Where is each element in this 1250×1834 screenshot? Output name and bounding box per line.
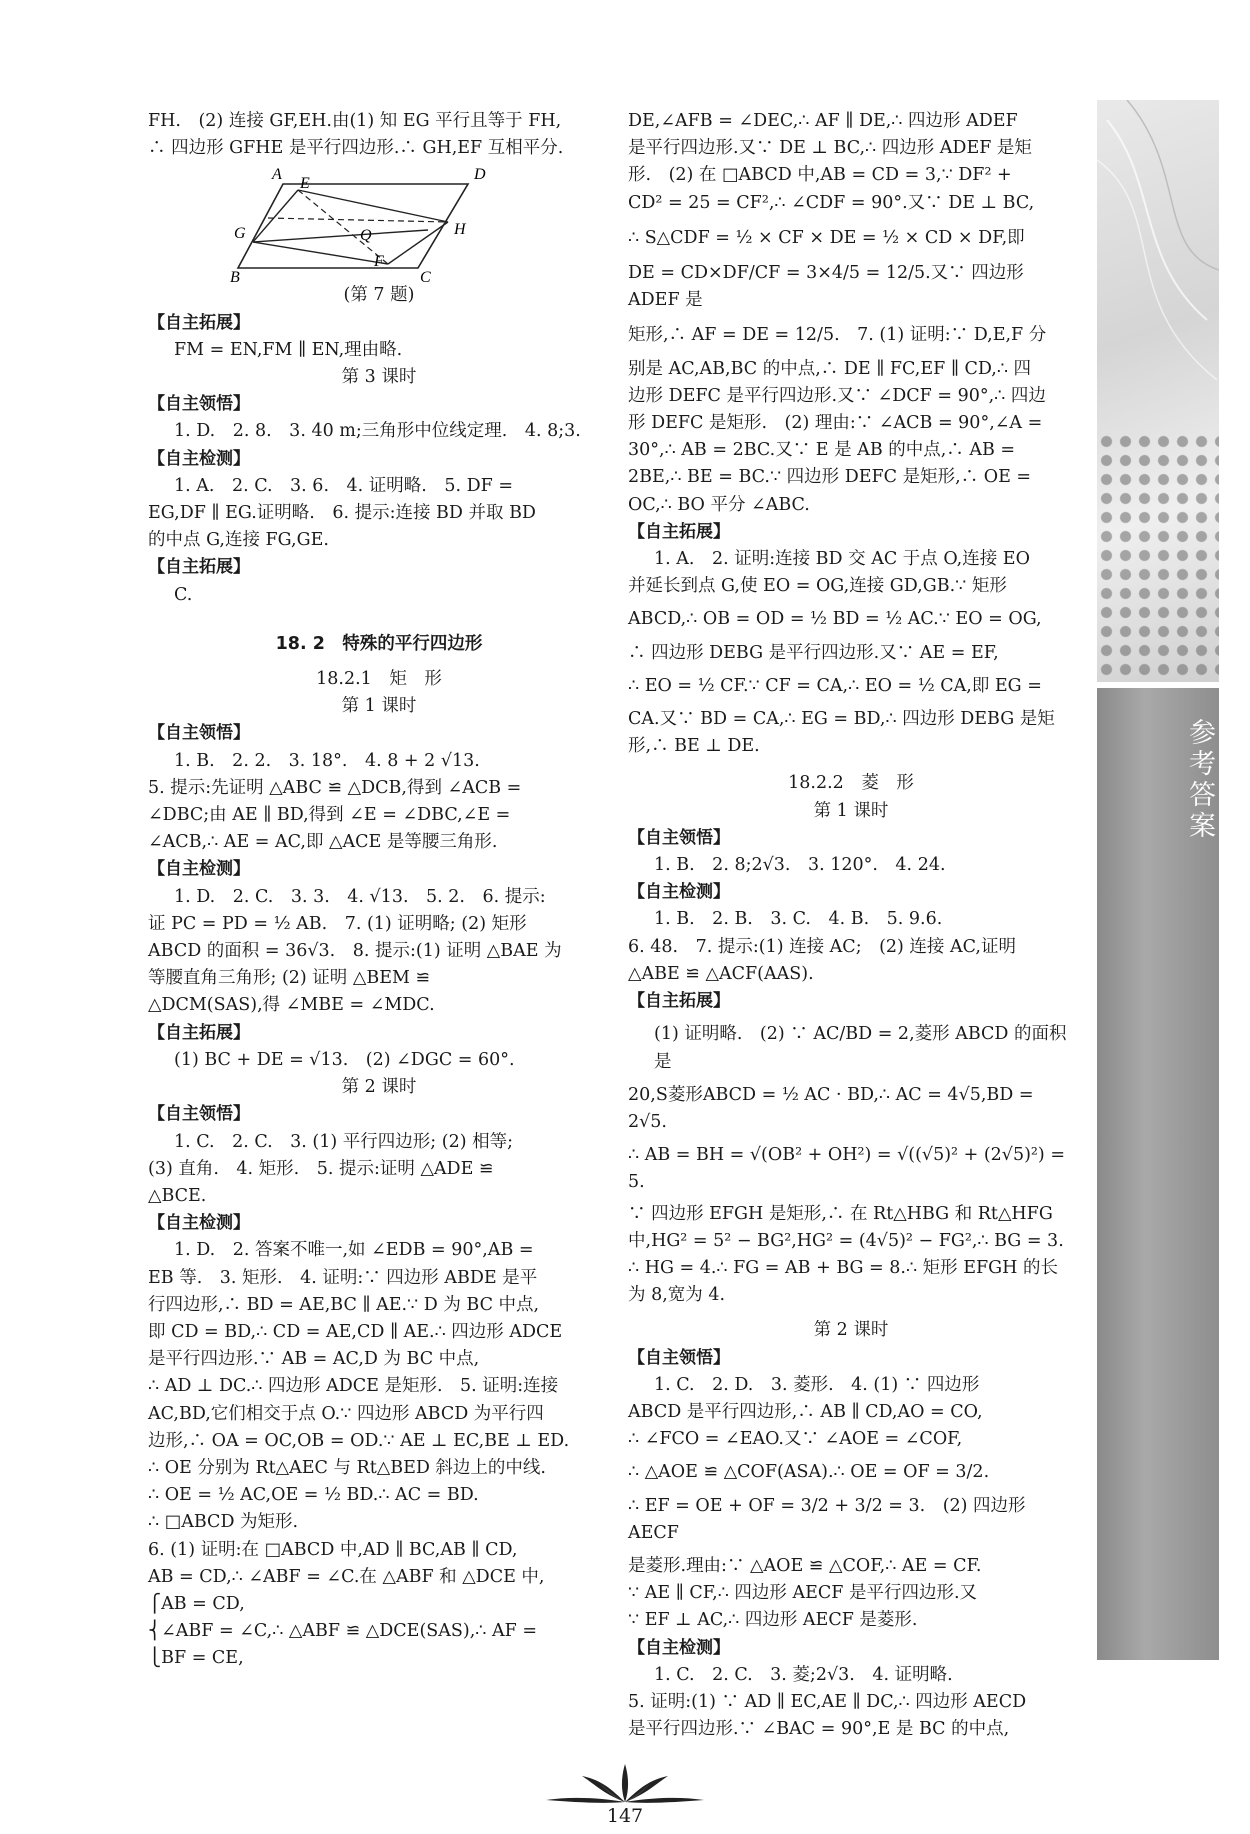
sidebar-label: 参考答案 <box>1184 718 1215 842</box>
answer-line: DE,∠AFB = ∠DEC,∴ AF ∥ DE,∴ 四边形 ADEF <box>628 111 1018 131</box>
swirl-decoration <box>1097 100 1219 440</box>
answer-line: CA.又∵ BD = CA,∴ EG = BD,∴ 四边形 DEBG 是矩 <box>628 709 1055 730</box>
answer-line: ∠DBC;由 AE ∥ BD,得到 ∠E = ∠DBC,∠E = <box>148 805 511 826</box>
answer-line: ∵ EF ⊥ AC,∴ 四边形 AECF 是菱形. <box>628 1610 918 1631</box>
dot-pattern <box>1097 432 1219 682</box>
answer-line: AC,BD,它们相交于点 O.∵ 四边形 ABCD 为平行四 <box>148 1403 544 1424</box>
lesson-title: 第 2 课时 <box>813 1320 889 1341</box>
answer-line: 的中点 G,连接 FG,GE. <box>148 530 329 551</box>
answer-line: EB 等. 3. 矩形. 4. 证明:∵ 四边形 ABDE 是平 <box>148 1267 538 1288</box>
section-heading: 【自主检测】 <box>148 859 250 880</box>
answer-line: 是菱形.理由:∵ △AOE ≌ △COF,∴ AE = CF. <box>628 1555 982 1576</box>
answer-line: 1. B. 2. 8;2√3. 3. 120°. 4. 24. <box>654 855 946 876</box>
answer-line: 6. (1) 证明:在 □ABCD 中,AD ∥ BC,AB ∥ CD, <box>148 1539 518 1560</box>
figure-label: C <box>420 269 431 283</box>
answer-line: 1. C. 2. D. 3. 菱形. 4. (1) ∵ 四边形 <box>654 1374 980 1395</box>
answer-line: ABCD,∴ OB = OD = ½ BD = ½ AC.∵ EO = OG, <box>628 609 1042 630</box>
answer-line: △BCE. <box>148 1185 207 1206</box>
answer-line: 别是 AC,AB,BC 的中点,∴ DE ∥ FC,EF ∥ CD,∴ 四 <box>628 358 1032 379</box>
answer-line: 形,∴ BE ⊥ DE. <box>628 736 760 757</box>
answer-line: 为 8,宽为 4. <box>628 1285 726 1306</box>
answer-line: 5. 证明:(1) ∵ AD ∥ EC,AE ∥ DC,∴ 四边形 AECD <box>628 1691 1027 1712</box>
answer-line: △DCM(SAS),得 ∠MBE = ∠MDC. <box>148 995 435 1016</box>
section-heading: 【自主领悟】 <box>628 1347 730 1368</box>
answer-line: 30°,∴ AB = 2BC.又∵ E 是 AB 的中点,∴ AB = <box>628 440 1016 461</box>
answer-line: 1. B. 2. B. 3. C. 4. B. 5. 9.6. <box>654 909 943 930</box>
section-heading: 【自主检测】 <box>628 1637 730 1658</box>
lesson-title: 第 1 课时 <box>813 800 889 821</box>
section-heading: 【自主拓展】 <box>628 521 730 542</box>
leaf-ornament-icon <box>542 1762 708 1806</box>
answer-line: ∴ AB = BH = √(OB² + OH²) = √((√5)² + (2√5)²) = 5. <box>628 1145 1065 1193</box>
section-heading: 【自主检测】 <box>628 882 730 903</box>
answer-line: AB = CD,∴ ∠ABF = ∠C.在 △ABF 和 △DCE 中, <box>148 1566 545 1587</box>
answer-line: 1. B. 2. 2. 3. 18°. 4. 8 + 2 √13. <box>174 750 480 771</box>
answer-line: FH. (2) 连接 GF,EH.由(1) 知 EG 平行且等于 FH, <box>148 111 562 131</box>
section-heading: 【自主领悟】 <box>148 723 250 744</box>
answer-line: 是平行四边形.又∵ DE ⊥ BC,∴ 四边形 ADEF 是矩 <box>628 138 1032 159</box>
subsection-title: 18.2.1 矩 形 <box>316 669 442 690</box>
answer-line: ABCD 是平行四边形,∴ AB ∥ CD,AO = CO, <box>628 1401 983 1422</box>
answer-line: ∴ ∠FCO = ∠EAO.又∵ ∠AOE = ∠COF, <box>628 1429 963 1450</box>
answer-line: (3) 直角. 4. 矩形. 5. 提示:证明 △ADE ≌ <box>148 1158 494 1179</box>
lesson-title: 第 3 课时 <box>341 367 417 388</box>
answer-line: EG,DF ∥ EG.证明略. 6. 提示:连接 BD 并取 BD <box>148 503 536 524</box>
answer-line: OC,∴ BO 平分 ∠ABC. <box>628 494 810 515</box>
section-heading: 【自主拓展】 <box>148 557 250 578</box>
sidebar-decoration <box>1097 100 1219 682</box>
figure-label: G <box>234 225 246 243</box>
answer-line: 是平行四边形.∵ ∠BAC = 90°,E 是 BC 的中点, <box>628 1719 1010 1740</box>
answer-line: 即 CD = BD,∴ CD = AE,CD ∥ AE.∴ 四边形 ADCE <box>148 1321 563 1342</box>
answer-line: CD² = 25 = CF²,∴ ∠CDF = 90°.又∵ DE ⊥ BC, <box>628 192 1035 213</box>
figure-label: F <box>374 253 384 271</box>
answer-line: 1. C. 2. C. 3. 菱;2√3. 4. 证明略. <box>654 1664 953 1685</box>
figure-label: H <box>454 221 466 239</box>
figure-label: A <box>272 166 282 184</box>
answer-line: 5. 提示:先证明 △ABC ≌ △DCB,得到 ∠ACB = <box>148 777 522 798</box>
chapter-title: 18. 2 特殊的平行四边形 <box>275 633 483 654</box>
answer-line: 1. D. 2. C. 3. 3. 4. √13. 5. 2. 6. 提示: <box>174 886 546 907</box>
right-column <box>628 108 1074 1743</box>
answer-line: (1) BC + DE = √13. (2) ∠DGC = 60°. <box>174 1049 515 1070</box>
answer-line: 并延长到点 G,使 EO = OG,连接 GD,GB.∵ 矩形 <box>628 576 1007 597</box>
section-heading: 【自主领悟】 <box>628 827 730 848</box>
answer-line: ABCD 的面积 = 36√3. 8. 提示:(1) 证明 △BAE 为 <box>148 941 562 962</box>
answer-line: FM = EN,FM ∥ EN,理由略. <box>174 339 403 360</box>
answer-line: 行四边形,∴ BD = AE,BC ∥ AE.∵ D 为 BC 中点, <box>148 1294 540 1315</box>
answer-line: 是平行四边形.∵ AB = AC,D 为 BC 中点, <box>148 1349 480 1370</box>
answer-line: 1. D. 2. 答案不唯一,如 ∠EDB = 90°,AB = <box>174 1240 534 1261</box>
answer-line: ∴ HG = 4.∴ FG = AB + BG = 8.∴ 矩形 EFGH 的长 <box>628 1257 1058 1278</box>
figure-label: Q <box>360 227 372 245</box>
answer-line: 6. 48. 7. 提示:(1) 连接 AC; (2) 连接 AC,证明 <box>628 936 1016 957</box>
answer-line: ∴ AD ⊥ DC.∴ 四边形 ADCE 是矩形. 5. 证明:连接 <box>148 1376 559 1397</box>
section-heading: 【自主拓展】 <box>148 1022 250 1043</box>
figure-label: D <box>474 166 486 184</box>
section-heading: 【自主领悟】 <box>148 394 250 415</box>
answer-line: 边形,∴ OA = OC,OB = OD.∵ AE ⊥ EC,BE ⊥ ED. <box>148 1430 570 1451</box>
section-heading: 【自主拓展】 <box>148 312 250 333</box>
answer-line: 形 DEFC 是矩形. (2) 理由:∵ ∠ACB = 90°,∠A = <box>628 413 1043 434</box>
answer-line: 边形 DEFC 是平行四边形.又∵ ∠DCF = 90°,∴ 四边 <box>628 385 1046 406</box>
answer-line: ⎧AB = CD, <box>148 1593 245 1614</box>
answer-line: ∴ EF = OE + OF = 3/2 + 3/2 = 3. (2) 四边形 AECF <box>628 1495 1026 1543</box>
section-heading: 【自主领悟】 <box>148 1104 250 1125</box>
answer-line: △ABE ≌ △ACF(AAS). <box>628 963 814 984</box>
answer-line: 1. A. 2. 证明:连接 BD 交 AC 于点 O,连接 EO <box>654 549 1030 570</box>
answer-line: ∴ EO = ½ CF.∵ CF = CA,∴ EO = ½ CA,即 EG = <box>628 675 1042 696</box>
answer-line: 矩形,∴ AF = DE = 12/5. 7. (1) 证明:∵ D,E,F 分 <box>628 325 1047 346</box>
answer-line: 1. C. 2. C. 3. (1) 平行四边形; (2) 相等; <box>174 1131 513 1152</box>
answer-line: ∴ OE = ½ AC,OE = ½ BD.∴ AC = BD. <box>148 1485 479 1506</box>
left-column <box>148 108 610 1673</box>
answer-line: ∠ACB,∴ AE = AC,即 △ACE 是等腰三角形. <box>148 832 498 853</box>
lesson-title: 第 2 课时 <box>341 1077 417 1098</box>
section-heading: 【自主检测】 <box>148 1213 250 1234</box>
answer-line: 1. A. 2. C. 3. 6. 4. 证明略. 5. DF = <box>174 475 513 496</box>
answer-line: ∴ △AOE ≌ △COF(ASA).∴ OE = OF = 3/2. <box>628 1462 990 1483</box>
lesson-title: 第 1 课时 <box>341 696 417 717</box>
section-heading: 【自主检测】 <box>148 448 250 469</box>
answer-line: ∴ OE 分别为 Rt△AEC 与 Rt△BED 斜边上的中线. <box>148 1457 546 1478</box>
answer-line: ∴ □ABCD 为矩形. <box>148 1512 299 1533</box>
figure-caption: (第 7 题) <box>343 285 415 306</box>
answer-line: 证 PC = PD = ½ AB. 7. (1) 证明略; (2) 矩形 <box>148 913 527 934</box>
answer-line: ∴ 四边形 GFHE 是平行四边形.∴ GH,EF 互相平分. <box>148 138 564 159</box>
figure-label: E <box>300 175 310 193</box>
answer-line: ∴ S△CDF = ½ × CF × DE = ½ × CD × DF,即 <box>628 227 1025 248</box>
answer-line: ∵ 四边形 EFGH 是矩形,∴ 在 Rt△HBG 和 Rt△HFG <box>628 1203 1053 1224</box>
answer-line: ∵ AE ∥ CF,∴ 四边形 AECF 是平行四边形.又 <box>628 1583 978 1604</box>
answer-line: 形. (2) 在 □ABCD 中,AB = CD = 3,∵ DF² + <box>628 165 1012 186</box>
figure-label: B <box>230 269 240 283</box>
answer-line: ⎩BF = CE, <box>148 1648 244 1669</box>
answer-line: C. <box>174 584 193 605</box>
answer-line: ∴ 四边形 DEBG 是平行四边形.又∵ AE = EF, <box>628 642 999 663</box>
answer-line: 1. D. 2. 8. 3. 40 m;三角形中位线定理. 4. 8;3. <box>174 421 581 442</box>
parallelogram-figure <box>228 164 528 282</box>
answer-line: 2BE,∴ BE = BC.∵ 四边形 DEFC 是矩形,∴ OE = <box>628 467 1032 488</box>
answer-line: ⎨∠ABF = ∠C,∴ △ABF ≌ △DCE(SAS),∴ AF = <box>148 1621 537 1642</box>
page-number: 147 <box>606 1805 644 1827</box>
answer-line: DE = CD×DF/CF = 3×4/5 = 12/5.又∵ 四边形 ADEF 是 <box>628 263 1024 311</box>
answer-line: 等腰直角三角形; (2) 证明 △BEM ≌ <box>148 968 431 989</box>
answer-line: 中,HG² = 5² − BG²,HG² = (4√5)² − FG²,∴ BG = 3. <box>628 1230 1064 1251</box>
answer-line: 20,S菱形ABCD = ½ AC · BD,∴ AC = 4√5,BD = 2√5. <box>628 1084 1034 1132</box>
section-heading: 【自主拓展】 <box>628 991 730 1012</box>
subsection-title: 18.2.2 菱 形 <box>788 773 914 794</box>
answer-line: (1) 证明略. (2) ∵ AC/BD = 2,菱形 ABCD 的面积是 <box>654 1024 1067 1072</box>
